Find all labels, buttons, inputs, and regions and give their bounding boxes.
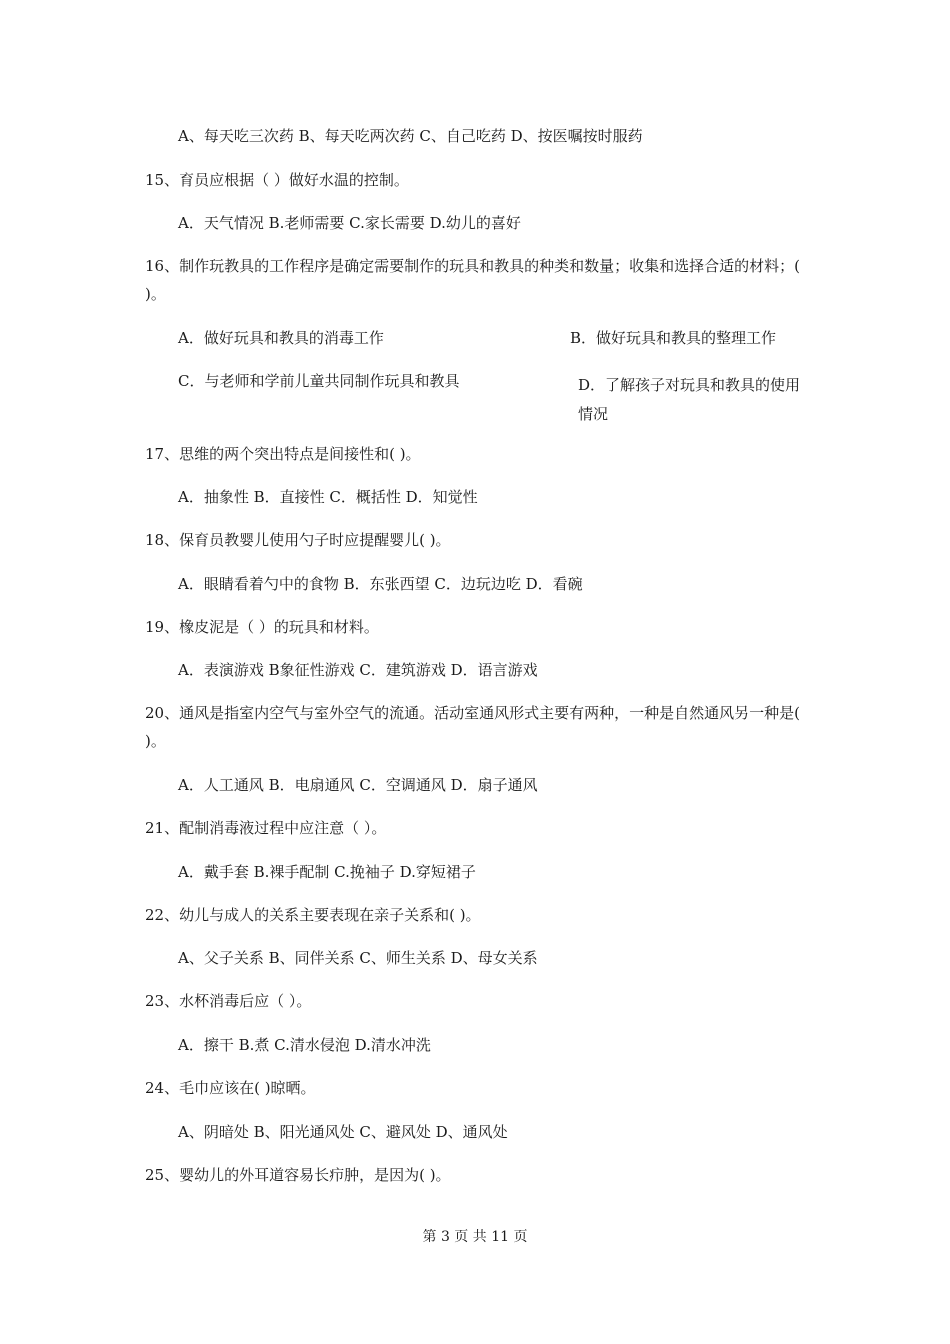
q21-stem: 21、配制消毒液过程中应注意（ ）。 [145, 819, 387, 837]
q24-stem: 24、毛巾应该在( )晾晒。 [145, 1079, 316, 1097]
q16-option-a: A．做好玩具和教具的消毒工作 [178, 329, 384, 347]
page-number-footer: 第 3 页 共 11 页 [422, 1229, 528, 1245]
q19-options: A．表演游戏 B象征性游戏 C．建筑游戏 D．语言游戏 [178, 661, 538, 679]
q20-stem: 20、通风是指室内空气与室外空气的流通。活动室通风形式主要有两种，一种是自然通风另一种是( )。 [145, 704, 800, 750]
q24-options: A、阴暗处 B、阳光通风处 C、避风处 D、通风处 [178, 1123, 508, 1141]
q20-options: A．人工通风 B．电扇通风 C．空调通风 D．扇子通风 [178, 776, 538, 794]
q15-options: A．天气情况 B.老师需要 C.家长需要 D.幼儿的喜好 [178, 214, 521, 232]
q23-options: A．擦干 B.煮 C.清水侵泡 D.清水冲洗 [178, 1036, 431, 1054]
q16-option-d: D．了解孩子对玩具和教具的使用情况 [578, 376, 801, 423]
q18-options: A．眼睛看着勺中的食物 B．东张西望 C．边玩边吃 D．看碗 [178, 575, 583, 593]
q14-options: A、每天吃三次药 B、每天吃两次药 C、自己吃药 D、按医嘱按时服药 [178, 127, 643, 145]
q16-stem: 16、制作玩教具的工作程序是确定需要制作的玩具和教具的种类和数量；收集和选择合适的材料；( )。 [145, 257, 800, 303]
q18-stem: 18、保育员教婴儿使用勺子时应提醒婴儿( )。 [145, 531, 451, 549]
q17-options: A．抽象性 B．直接性 C．概括性 D．知觉性 [178, 488, 478, 506]
q22-stem: 22、幼儿与成人的关系主要表现在亲子关系和( )。 [145, 906, 481, 924]
q17-stem: 17、思维的两个突出特点是间接性和( )。 [145, 445, 421, 463]
q22-options: A、父子关系 B、同伴关系 C、师生关系 D、母女关系 [178, 949, 538, 967]
q15-stem: 15、育员应根据（ ）做好水温的控制。 [145, 171, 409, 189]
q25-stem: 25、婴幼儿的外耳道容易长疖肿，是因为( )。 [145, 1166, 451, 1184]
q21-options: A．戴手套 B.裸手配制 C.挽袖子 D.穿短裙子 [178, 863, 476, 881]
q19-stem: 19、橡皮泥是（ ）的玩具和材料。 [145, 618, 379, 636]
q16-option-c: C．与老师和学前儿童共同制作玩具和教具 [178, 372, 460, 390]
q16-option-b: B．做好玩具和教具的整理工作 [570, 329, 777, 347]
q23-stem: 23、水杯消毒后应（ ）。 [145, 992, 312, 1010]
